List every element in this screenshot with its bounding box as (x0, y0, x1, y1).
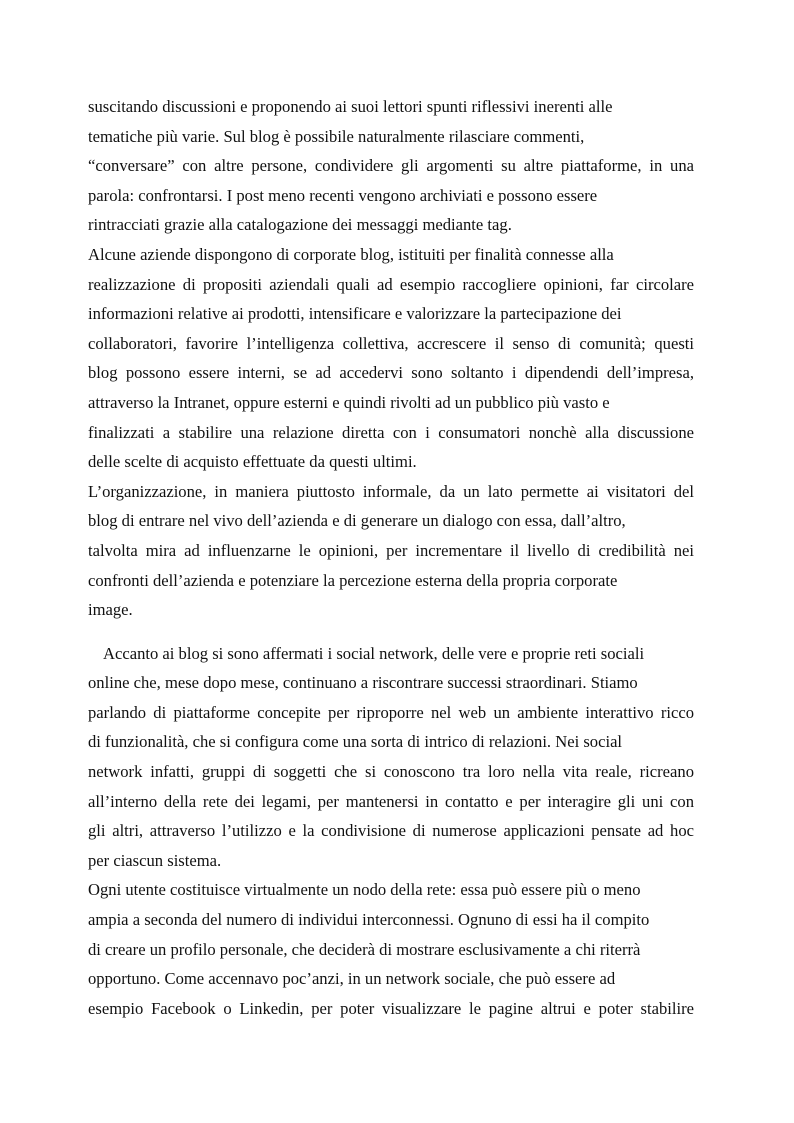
text-line: parlando di piattaforme concepite per riproporre nel web un ambiente interattivo ricco (88, 702, 694, 722)
paragraph (88, 639, 694, 876)
paragraph-spacer (88, 625, 694, 639)
text-line: Alcune aziende dispongono di corporate blog, istituiti per finalità connesse alla (88, 244, 614, 264)
text-line: suscitando discussioni e proponendo ai suoi lettori spunti riflessivi inerenti alle (88, 97, 613, 116)
text-line: ampia a seconda del numero di individui interconnessi. Ognuno di essi ha il compito (88, 910, 650, 930)
text-line: esempio Facebook o Linkedin, per poter visualizzare le pagine altrui e poter stabilire (88, 998, 694, 1018)
text-line: image. (88, 600, 133, 620)
text-line: di creare un profilo personale, che deciderà di mostrare esclusivamente a chi riterrà (88, 939, 641, 959)
paragraph (88, 477, 694, 625)
text-line: tematiche più varie. Sul blog è possibile naturalmente rilasciare commenti, (88, 126, 585, 146)
text-line: all’interno della rete dei legami, per mantenersi in contatto e per interagire gli uni con (88, 791, 694, 811)
text-line: confronti dell’azienda e potenziare la percezione esterna della propria corporate (88, 570, 618, 590)
text-line: Ogni utente costituisce virtualmente un nodo della rete: essa può essere più o meno (88, 880, 641, 900)
text-line: rintracciati grazie alla catalogazione dei messaggi mediante tag. (88, 215, 512, 235)
text-line: gli altri, attraverso l’utilizzo e la condivisione di numerose applicazioni pensate ad hoc (88, 821, 694, 841)
text-line: blog di entrare nel vivo dell’azienda e di generare un dialogo con essa, dall’altro, (88, 511, 626, 531)
text-line: Accanto ai blog si sono affermati i social network, delle vere e proprie reti sociali (103, 643, 645, 663)
text-line: L’organizzazione, in maniera piuttosto informale, da un lato permette ai visitatori del (88, 481, 694, 501)
paragraph (88, 240, 694, 477)
text-line: “conversare” con altre persone, condividere gli argomenti su altre piattaforme, in una (88, 156, 694, 176)
paragraph (88, 875, 694, 1023)
text-line: network infatti, gruppi di soggetti che si conoscono tra loro nella vita reale, ricreano (88, 762, 694, 782)
text-line: collaboratori, favorire l’intelligenza collettiva, accrescere il senso di comunità; questi (88, 333, 694, 353)
text-line: blog possono essere interni, se ad accedervi sono soltanto i dipendendi dell’impresa, (88, 363, 694, 383)
body-text (88, 92, 694, 1023)
paragraph (88, 92, 694, 240)
text-line: delle scelte di acquisto effettuate da questi ultimi. (88, 452, 417, 472)
text-line: realizzazione di propositi aziendali quali ad esempio raccogliere opinioni, far circolare (88, 274, 694, 294)
text-line: online che, mese dopo mese, continuano a riscontrare successi straordinari. Stiamo (88, 673, 638, 693)
text-line: informazioni relative ai prodotti, intensificare e valorizzare la partecipazione dei (88, 304, 622, 324)
text-line: talvolta mira ad influenzarne le opinioni, per incrementare il livello di credibilità nei (88, 540, 694, 560)
text-line: parola: confrontarsi. I post meno recenti vengono archiviati e possono essere (88, 185, 598, 205)
text-line: finalizzati a stabilire una relazione diretta con i consumatori nonchè alla discussione (88, 422, 694, 442)
text-line: di funzionalità, che si configura come una sorta di intrico di relazioni. Nei social (88, 732, 623, 752)
text-line: per ciascun sistema. (88, 850, 222, 870)
text-line: opportuno. Come accennavo poc’anzi, in un network sociale, che può essere ad (88, 969, 616, 989)
text-line: attraverso la Intranet, oppure esterni e quindi rivolti ad un pubblico più vasto e (88, 392, 610, 412)
